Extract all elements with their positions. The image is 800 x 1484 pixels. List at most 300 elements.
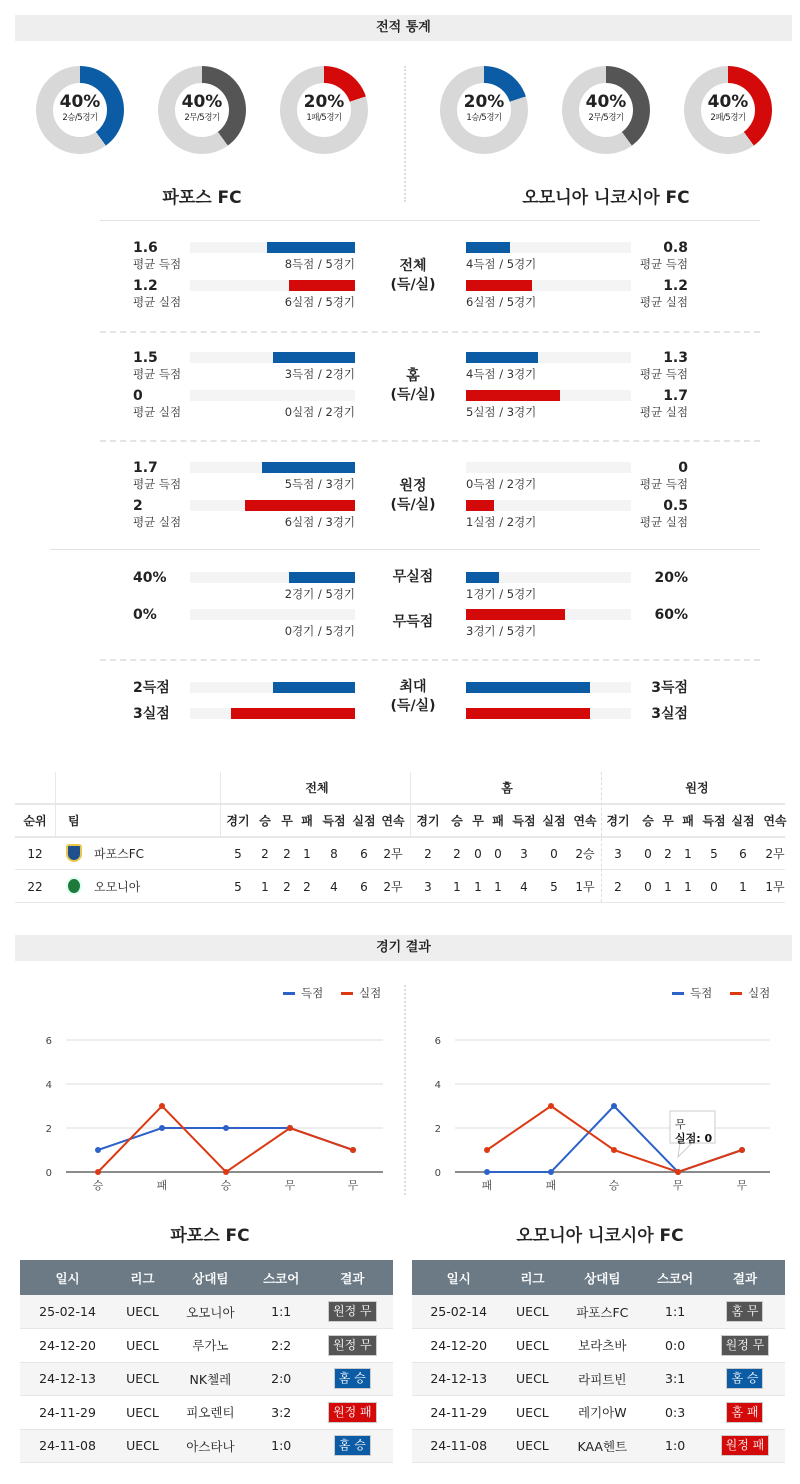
column-header: 일시 (20, 1260, 115, 1295)
donut-record: 1패/5경기 (306, 113, 342, 123)
data-point (95, 1169, 101, 1175)
stat-cell: 5 (234, 847, 242, 861)
column-header: 결과 (312, 1260, 393, 1295)
group-header: 홈 (501, 781, 513, 795)
column-header: 승 (451, 814, 463, 828)
stat-cell: 5 (710, 847, 718, 861)
section-label: 홈 (406, 368, 420, 384)
column-header: 리그 (115, 1260, 170, 1295)
left-bar-track (190, 462, 355, 473)
score: 2:0 (251, 1362, 312, 1396)
tooltip-title: 무 (675, 1118, 686, 1131)
divider (404, 66, 406, 202)
donut-chart (158, 66, 246, 154)
legend-label: 실점 (359, 986, 382, 1000)
donut-record: 1승/5경기 (466, 113, 502, 123)
right-value: 20% (654, 570, 688, 586)
result-row (20, 1396, 393, 1430)
result (705, 1429, 785, 1463)
right-bar-track (466, 390, 631, 401)
right-bar-track (466, 708, 631, 719)
home-results-table (20, 1260, 393, 1463)
result-row (412, 1396, 785, 1430)
rank: 12 (27, 847, 43, 861)
left-label: 평균 득점 (133, 257, 182, 271)
results-line-charts (0, 975, 800, 1205)
x-tick-label: 무 (284, 1179, 296, 1192)
left-caption: 6실점 / 5경기 (284, 295, 355, 309)
x-tick-label: 무 (736, 1179, 748, 1192)
stat-cell: 2 (303, 880, 311, 894)
right-bar-fill (466, 682, 590, 693)
stat-cell: 1 (261, 880, 269, 894)
donut-center (297, 83, 351, 137)
donut-record: 2패/5경기 (710, 113, 746, 123)
column-header: 실점 (542, 814, 566, 828)
away-chart-title: 오모니아 니코시아 FC (516, 1226, 684, 1246)
date: 24-12-20 (20, 1329, 115, 1363)
data-point (548, 1169, 554, 1175)
left-bar-fill (289, 280, 355, 291)
rank: 22 (27, 880, 43, 894)
result-badge: 원정 무 (328, 1301, 377, 1322)
x-tick-label: 패 (156, 1179, 168, 1192)
stat-cell: 2무 (383, 847, 403, 861)
right-bar-track (466, 352, 631, 363)
stat-cell: 3 (520, 847, 528, 861)
date: 24-12-20 (412, 1329, 505, 1363)
donut-chart (562, 66, 650, 154)
stat-cell: 1 (684, 880, 692, 894)
right-bar-fill (466, 500, 494, 511)
result-row (20, 1429, 393, 1463)
right-value: 1.2 (663, 278, 688, 294)
left-bar-track (190, 352, 355, 363)
result-row (412, 1362, 785, 1396)
right-bar-track (466, 682, 631, 693)
legend-label: 득점 (301, 986, 324, 1000)
data-point (611, 1103, 617, 1109)
result-badge: 홈 승 (726, 1368, 763, 1389)
score: 3:2 (251, 1396, 312, 1430)
donut-percent: 40% (707, 92, 749, 112)
record-stats-header: 전적 통계 (15, 15, 792, 41)
column-header: 경기 (416, 814, 440, 828)
right-bar-track (466, 500, 631, 511)
column-header: 일시 (412, 1260, 505, 1295)
right-label: 평균 실점 (639, 295, 688, 309)
table-divider (15, 869, 785, 870)
stat-cell: 0 (494, 847, 502, 861)
y-tick-label: 2 (434, 1124, 441, 1135)
column-header: 무 (662, 814, 674, 828)
legend-swatch (730, 992, 742, 995)
result-badge: 원정 무 (328, 1335, 377, 1356)
column-header: 스코어 (251, 1260, 312, 1295)
right-label: 평균 득점 (639, 257, 688, 271)
data-point (350, 1147, 356, 1153)
league: UECL (505, 1429, 559, 1463)
left-bar-fill (273, 682, 356, 693)
donut-chart (684, 66, 772, 154)
stat-cell: 0 (710, 880, 718, 894)
column-header: 순위 (23, 814, 47, 828)
data-point (223, 1125, 229, 1131)
stat-cell: 0 (550, 847, 558, 861)
left-bar-fill (262, 462, 356, 473)
donut-chart (36, 66, 124, 154)
left-bar-fill (289, 572, 355, 583)
section-divider (100, 440, 760, 442)
right-bar-fill (466, 390, 560, 401)
x-tick-label: 무 (672, 1179, 684, 1192)
left-value: 1.6 (133, 240, 158, 256)
stat-cell: 6 (360, 880, 368, 894)
home-team-name: 파포스 FC (162, 188, 242, 208)
donut-chart (280, 66, 368, 154)
stat-cell: 0 (644, 880, 652, 894)
score: 3:1 (645, 1362, 705, 1396)
stat-cell: 2 (424, 847, 432, 861)
section-label: 무실점 (392, 569, 434, 585)
right-value: 0.5 (663, 498, 688, 514)
column-header: 경기 (606, 814, 630, 828)
team-name[interactable]: 오모니아 (94, 880, 141, 894)
column-header: 경기 (226, 814, 250, 828)
stat-cell: 2 (283, 847, 291, 861)
right-value: 0.8 (663, 240, 688, 256)
donut-chart (440, 66, 528, 154)
right-caption: 4득점 / 3경기 (466, 367, 537, 381)
stat-cell: 2승 (575, 847, 595, 861)
data-point (287, 1125, 293, 1131)
right-bar-fill (466, 609, 565, 620)
x-tick-label: 승 (92, 1179, 104, 1192)
opponent[interactable]: 오모니아 (170, 1295, 251, 1329)
right-label: 평균 실점 (639, 405, 688, 419)
stat-cell: 1 (474, 880, 482, 894)
stat-cell: 4 (520, 880, 528, 894)
result-badge: 원정 패 (721, 1435, 770, 1456)
y-tick-label: 6 (434, 1036, 441, 1047)
x-tick-label: 승 (608, 1179, 620, 1192)
date: 25-02-14 (20, 1295, 115, 1329)
date: 25-02-14 (412, 1295, 505, 1329)
donut-record: 2무/5경기 (184, 113, 220, 123)
stat-cell: 2 (664, 847, 672, 861)
right-label: 평균 득점 (639, 477, 688, 491)
left-bar-track (190, 708, 355, 719)
result (705, 1295, 785, 1329)
left-caption: 3득점 / 2경기 (284, 367, 355, 381)
left-caption: 5득점 / 3경기 (284, 477, 355, 491)
table-divider (15, 803, 785, 805)
team-crest-shield-icon (66, 844, 82, 862)
column-header: 승 (642, 814, 654, 828)
y-tick-label: 0 (434, 1168, 441, 1179)
left-bar-fill (231, 708, 355, 719)
away-team-name: 오모니아 니코시아 FC (522, 188, 690, 208)
data-point (739, 1147, 745, 1153)
column-header: 실점 (731, 814, 755, 828)
result-badge: 홈 승 (334, 1368, 371, 1389)
team-crest-clover-icon (66, 877, 82, 895)
date: 24-11-29 (20, 1396, 115, 1430)
stat-cell: 1 (739, 880, 747, 894)
stat-cell: 5 (234, 880, 242, 894)
left-label: 평균 득점 (133, 367, 182, 381)
opponent[interactable]: 라피트빈 (559, 1362, 645, 1396)
column-header: 상대팀 (170, 1260, 251, 1295)
x-tick-label: 패 (545, 1179, 557, 1192)
donut-record: 2무/5경기 (588, 113, 624, 123)
donut-percent: 20% (463, 92, 505, 112)
stat-cell: 5 (550, 880, 558, 894)
stat-cell: 1무 (575, 880, 595, 894)
opponent[interactable]: 보라츠바 (559, 1329, 645, 1363)
left-value: 0 (133, 388, 143, 404)
left-bar-fill (273, 352, 356, 363)
league: UECL (505, 1396, 559, 1430)
home-chart-title: 파포스 FC (170, 1226, 250, 1246)
section-label: (득/실) (390, 698, 436, 714)
opponent[interactable]: KAA헨트 (559, 1429, 645, 1463)
data-point (484, 1169, 490, 1175)
left-value: 2득점 (133, 680, 170, 696)
stat-cell: 1 (664, 880, 672, 894)
y-tick-label: 6 (45, 1036, 52, 1047)
column-header: 패 (682, 814, 694, 828)
stat-cell: 2 (453, 847, 461, 861)
team-name[interactable]: 파포스FC (94, 847, 145, 861)
section-label: (득/실) (390, 387, 436, 403)
opponent[interactable]: 아스타나 (170, 1429, 251, 1463)
left-label: 평균 득점 (133, 477, 182, 491)
section-divider (100, 331, 760, 333)
right-caption: 3경기 / 5경기 (466, 624, 537, 638)
result (705, 1396, 785, 1430)
right-caption: 0득점 / 2경기 (466, 477, 537, 491)
legend-swatch (672, 992, 684, 995)
left-bar-track (190, 572, 355, 583)
result (312, 1429, 393, 1463)
tooltip-value: 실점: 0 (675, 1132, 713, 1145)
right-caption: 5실점 / 3경기 (466, 405, 537, 419)
column-header: 연속 (763, 814, 787, 828)
right-value: 60% (654, 607, 688, 623)
results-header: 경기 결과 (15, 935, 792, 961)
stat-cell: 1 (303, 847, 311, 861)
legend-swatch (283, 992, 295, 995)
left-bar-fill (245, 500, 355, 511)
table-vdivider (410, 772, 411, 836)
date: 24-11-08 (412, 1429, 505, 1463)
donut-center (175, 83, 229, 137)
stat-cell: 2 (614, 880, 622, 894)
column-header: 연속 (573, 814, 597, 828)
donut-record: 2승/5경기 (62, 113, 98, 123)
left-bar-track (190, 682, 355, 693)
left-value: 1.7 (133, 460, 158, 476)
right-bar-fill (466, 572, 499, 583)
column-header: 승 (259, 814, 271, 828)
table-vdivider (601, 772, 602, 902)
league: UECL (115, 1429, 170, 1463)
result-badge: 홈 무 (726, 1301, 763, 1322)
result (312, 1329, 393, 1363)
section-label: (득/실) (390, 497, 436, 513)
left-caption: 8득점 / 5경기 (284, 257, 355, 271)
date: 24-11-08 (20, 1429, 115, 1463)
result (312, 1396, 393, 1430)
result (312, 1362, 393, 1396)
y-tick-label: 4 (45, 1080, 52, 1091)
column-header: 무 (281, 814, 293, 828)
column-header: 리그 (505, 1260, 559, 1295)
result (705, 1362, 785, 1396)
stat-cell: 6 (360, 847, 368, 861)
donut-center (579, 83, 633, 137)
right-bar-fill (466, 242, 510, 253)
table-divider (15, 836, 785, 838)
table-vdivider (55, 772, 56, 836)
stat-cell: 2무 (765, 847, 785, 861)
stat-cell: 4 (330, 880, 338, 894)
section-label: (득/실) (390, 277, 436, 293)
donut-center (701, 83, 755, 137)
data-point (95, 1147, 101, 1153)
right-bar-fill (466, 352, 538, 363)
result-row (20, 1329, 393, 1363)
away-results-table (412, 1260, 785, 1463)
score: 2:2 (251, 1329, 312, 1363)
score: 0:0 (645, 1329, 705, 1363)
league: UECL (115, 1396, 170, 1430)
left-caption: 2경기 / 5경기 (284, 587, 355, 601)
right-label: 평균 득점 (639, 367, 688, 381)
left-value: 40% (133, 570, 167, 586)
right-caption: 6실점 / 5경기 (466, 295, 537, 309)
column-header: 스코어 (645, 1260, 705, 1295)
stat-cell: 1 (453, 880, 461, 894)
left-label: 평균 실점 (133, 515, 182, 529)
score: 1:0 (645, 1429, 705, 1463)
right-caption: 1실점 / 2경기 (466, 515, 537, 529)
result-row (412, 1329, 785, 1363)
result-badge: 원정 무 (721, 1335, 770, 1356)
opponent[interactable]: 레기아W (559, 1396, 645, 1430)
stat-cell: 0 (644, 847, 652, 861)
opponent[interactable]: 파포스FC (559, 1295, 645, 1329)
right-bar-fill (466, 280, 532, 291)
right-bar-track (466, 572, 631, 583)
data-point (223, 1169, 229, 1175)
right-value: 3득점 (651, 680, 688, 696)
stat-cell: 2 (261, 847, 269, 861)
column-header: 패 (492, 814, 504, 828)
league: UECL (505, 1295, 559, 1329)
left-value: 3실점 (133, 706, 170, 722)
result (312, 1295, 393, 1329)
stat-cell: 2 (283, 880, 291, 894)
left-value: 1.2 (133, 278, 158, 294)
right-bar-fill (466, 708, 590, 719)
column-header: 결과 (705, 1260, 785, 1295)
left-label: 평균 실점 (133, 295, 182, 309)
column-header: 상대팀 (559, 1260, 645, 1295)
legend-label: 득점 (690, 986, 713, 1000)
opponent[interactable]: NK첼레 (170, 1362, 251, 1396)
left-caption: 0실점 / 2경기 (284, 405, 355, 419)
right-caption: 4득점 / 5경기 (466, 257, 537, 271)
left-value: 2 (133, 498, 143, 514)
column-header: 득점 (512, 814, 536, 828)
date: 24-12-13 (20, 1362, 115, 1396)
opponent[interactable]: 루가노 (170, 1329, 251, 1363)
right-bar-track (466, 609, 631, 620)
score: 1:1 (251, 1295, 312, 1329)
score: 1:0 (251, 1429, 312, 1463)
right-value: 3실점 (651, 706, 688, 722)
league: UECL (115, 1295, 170, 1329)
league: UECL (505, 1362, 559, 1396)
group-header: 원정 (685, 781, 709, 795)
stat-cell: 2무 (383, 880, 403, 894)
left-bar-track (190, 500, 355, 511)
data-point (675, 1169, 681, 1175)
donut-percent: 40% (181, 92, 223, 112)
stat-cell: 1 (684, 847, 692, 861)
column-header: 연속 (381, 814, 405, 828)
stat-cell: 3 (614, 847, 622, 861)
section-divider (50, 549, 760, 550)
right-caption: 1경기 / 5경기 (466, 587, 537, 601)
opponent[interactable]: 피오렌티 (170, 1396, 251, 1430)
column-header: 패 (301, 814, 313, 828)
column-header: 실점 (352, 814, 376, 828)
donut-percent: 40% (585, 92, 627, 112)
group-header: 전체 (305, 781, 329, 795)
left-bar-track (190, 609, 355, 620)
stat-cell: 1무 (765, 880, 785, 894)
table-vdivider (220, 772, 221, 836)
result-badge: 원정 패 (328, 1402, 377, 1423)
left-bar-track (190, 390, 355, 401)
result (705, 1329, 785, 1363)
right-bar-track (466, 242, 631, 253)
league: UECL (115, 1329, 170, 1363)
x-tick-label: 승 (220, 1179, 232, 1192)
result-row (20, 1295, 393, 1329)
column-header: 득점 (322, 814, 346, 828)
result-row (412, 1429, 785, 1463)
column-header: 팀 (68, 814, 80, 828)
legend-label: 실점 (748, 986, 771, 1000)
right-value: 1.3 (663, 350, 688, 366)
section-divider (100, 659, 760, 661)
legend-swatch (341, 992, 353, 995)
donut-center (53, 83, 107, 137)
left-bar-track (190, 280, 355, 291)
left-label: 평균 실점 (133, 405, 182, 419)
stat-cell: 1 (494, 880, 502, 894)
section-label: 최대 (399, 679, 427, 695)
result-row (20, 1362, 393, 1396)
league: UECL (115, 1362, 170, 1396)
stat-cell: 0 (474, 847, 482, 861)
x-tick-label: 패 (481, 1179, 493, 1192)
data-point (548, 1103, 554, 1109)
